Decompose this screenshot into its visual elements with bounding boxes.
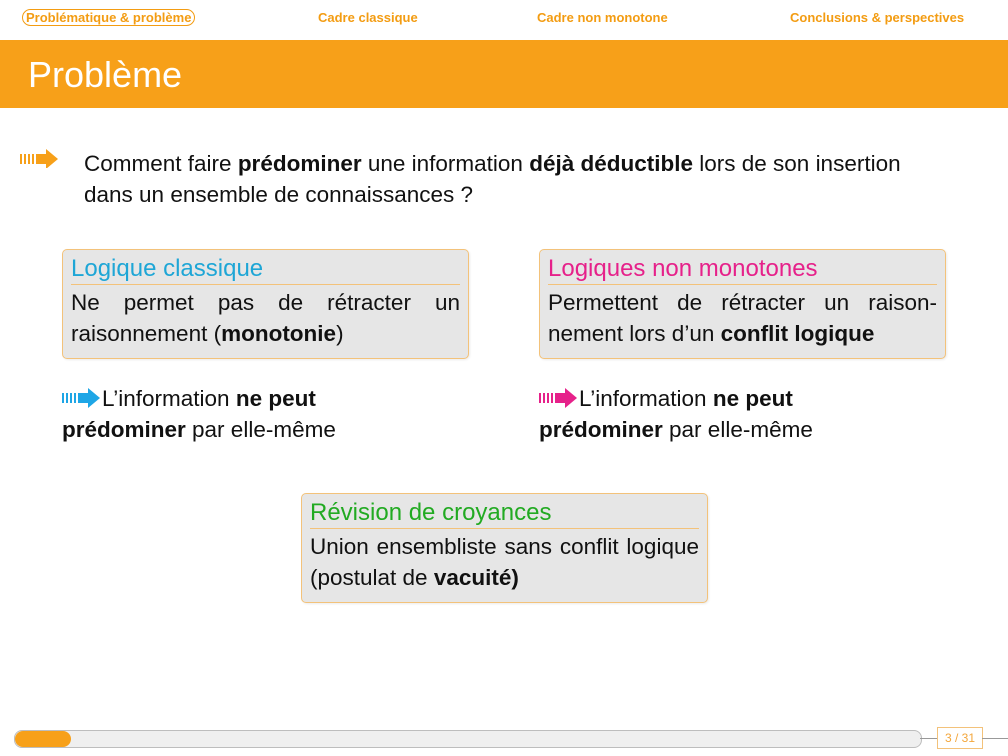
right-note-bold: ne peut prédominer: [539, 386, 793, 442]
question-bold-2: déjà déductible: [529, 151, 693, 176]
main-question: [84, 148, 904, 210]
nav-item-conclusions[interactable]: Conclusions & perspectives: [790, 10, 965, 25]
nav-item-cadre-classique[interactable]: Cadre classique: [318, 10, 418, 25]
nonmonotone-logic-title: Logiques non monotones: [548, 255, 818, 282]
arrow-right-icon: [539, 388, 579, 408]
right-note: [539, 383, 869, 445]
right-note-text-2: par elle-même: [662, 417, 813, 442]
nonmonotone-text-1: Permettent de rétracter un raison-nement lors d’un: [548, 290, 937, 346]
question-text-1: Comment faire: [84, 151, 238, 176]
left-note-text-1: L’information: [102, 386, 236, 411]
classical-logic-body: [63, 285, 468, 355]
classical-logic-title: Logique classique: [71, 255, 264, 282]
nonmonotone-bold: conflit logique: [720, 321, 875, 346]
nav-item-problematique[interactable]: Problématique & problème: [22, 9, 195, 26]
belief-revision-box: [301, 493, 708, 603]
section-navigation: [0, 0, 1008, 40]
left-note: [62, 383, 392, 445]
revision-bold: vacuité): [433, 565, 519, 590]
progress-fill: [15, 731, 71, 747]
right-note-text-1: L’information: [579, 386, 713, 411]
belief-revision-body: [302, 529, 707, 599]
classical-bold: monotonie: [221, 321, 337, 346]
classical-text-2: ): [336, 321, 344, 346]
progress-bar[interactable]: [14, 730, 922, 748]
arrow-right-icon: [20, 148, 60, 168]
classical-text-1: Ne permet pas de rétracter un raisonnement (: [71, 290, 460, 346]
left-note-bold: ne peut prédominer: [62, 386, 316, 442]
revision-text-1: Union ensembliste sans conflit logique (postulat de: [310, 534, 699, 590]
nav-item-cadre-non-monotone[interactable]: Cadre non monotone: [537, 10, 668, 25]
arrow-right-icon: [62, 388, 102, 408]
slide-title: Problème: [28, 54, 183, 95]
belief-revision-title: Révision de croyances: [310, 499, 552, 526]
main-bullet: [20, 148, 920, 207]
question-text-2: une information: [361, 151, 530, 176]
title-bar: [0, 40, 1008, 108]
page-counter: 3 / 31: [937, 727, 983, 749]
classical-logic-box: [62, 249, 469, 359]
question-bold-1: prédominer: [237, 151, 362, 176]
question-text-3: lors de son insertion dans un ensemble de connaissances ?: [84, 151, 901, 207]
nonmonotone-logic-box: [539, 249, 946, 359]
nonmonotone-logic-body: [540, 285, 945, 355]
left-note-text-2: par elle-même: [185, 417, 336, 442]
